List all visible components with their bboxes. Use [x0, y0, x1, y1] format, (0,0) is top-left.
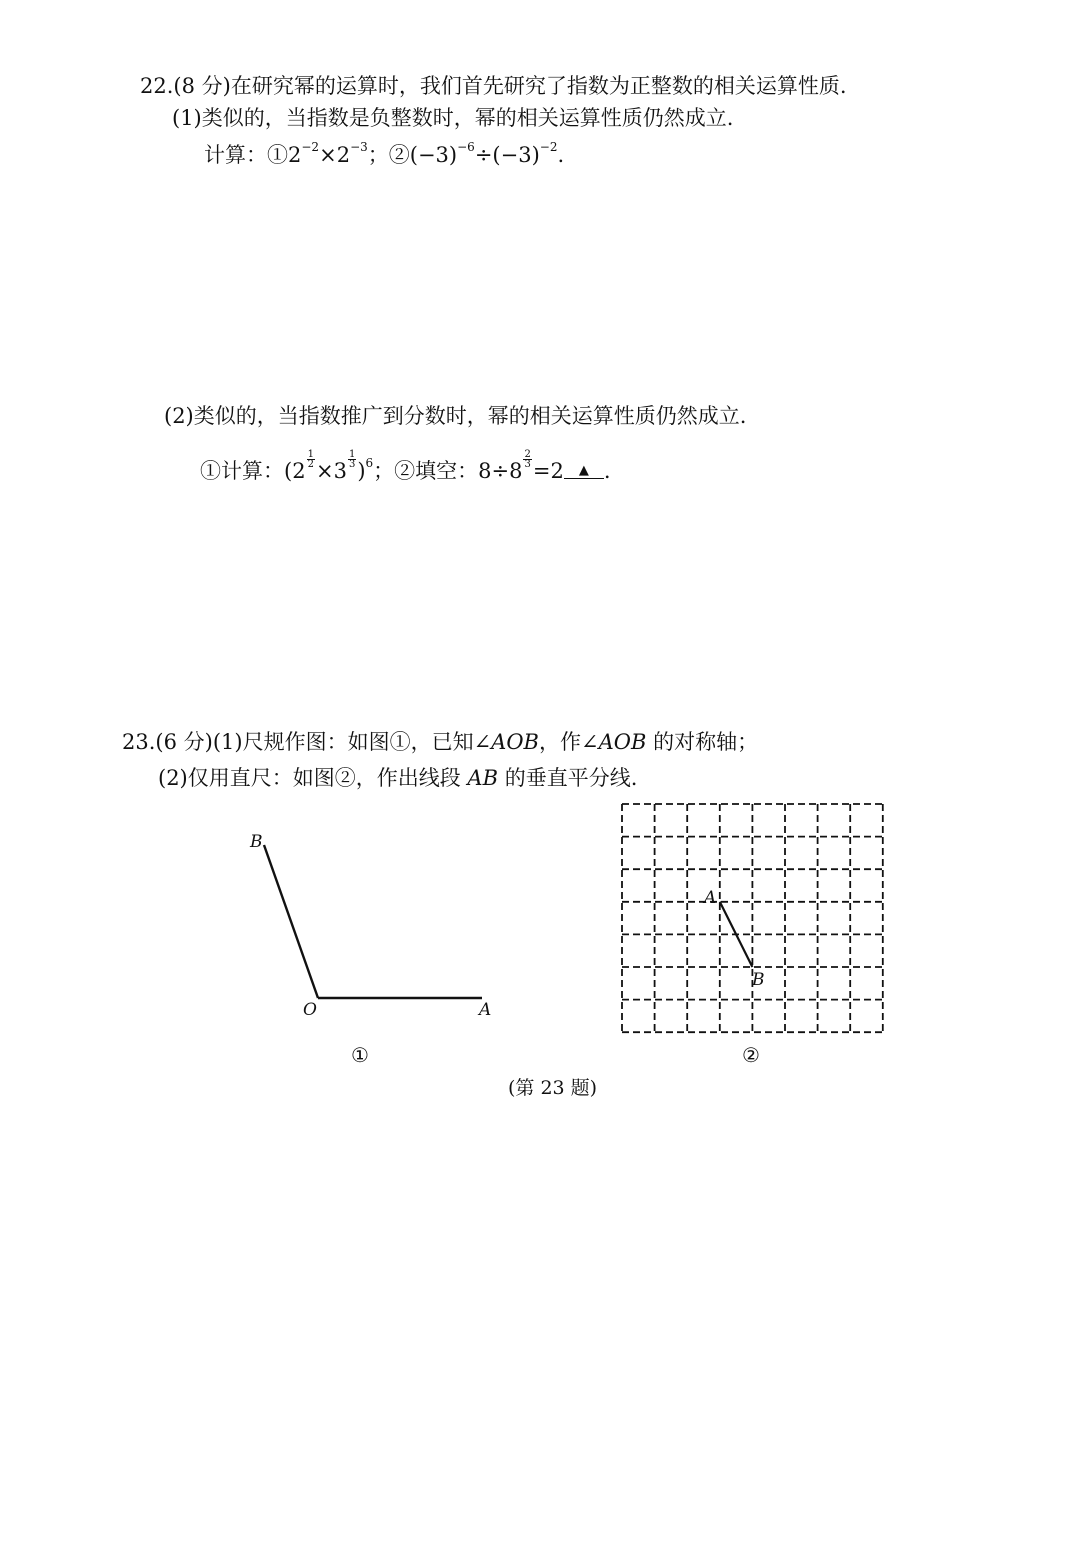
exponent-fraction: $\frac{2}{3}$: [524, 449, 531, 470]
q23-number: 23.: [122, 730, 156, 754]
q22-points: (8 分): [173, 74, 231, 98]
q23-points: (6 分): [155, 730, 213, 754]
q23-part1-line: 23.(6 分)(1)尺规作图：如图①，已知∠AOB，作∠AOB 的对称轴；: [122, 730, 759, 754]
dashed-grid: [622, 804, 883, 1032]
fig1-label-o: O: [303, 1000, 317, 1020]
figure-caption: (第 23 题): [508, 1077, 598, 1099]
q23-part2-line: (2)仅用直尺：如图②，作出线段 AB 的垂直平分线.: [158, 766, 638, 790]
answer-blank: ▲: [564, 464, 604, 479]
fig1-caption: ①: [351, 1043, 369, 1067]
q22-part2-intro: (2)类似的，当指数推广到分数时，幂的相关运算性质仍然成立.: [164, 404, 747, 428]
exponent-fraction: $\frac{1}{3}$: [348, 449, 356, 470]
fig2-label-a: A: [704, 888, 717, 908]
fig1-label-b: B: [250, 832, 263, 852]
q22-part2-calc: ①计算：(2 $\frac{1}{2}$ ×3 $\frac{1}{3}$ )$^6$；②填空：8÷8 $\frac{2}{3}$ =2 ▲ .: [200, 449, 611, 483]
q22-part1-calc: 计算：$①2^{-2}\times 2^{-3}$；$②(-3)^{-6}\div(-3)^{-2}$.: [204, 140, 565, 167]
fig2-label-b: B: [752, 970, 765, 990]
ray-ob: [264, 845, 318, 998]
q22-part1-intro: (1)类似的，当指数是负整数时，幂的相关运算性质仍然成立.: [172, 106, 734, 130]
q22-number: 22.: [140, 74, 174, 98]
q22-stem: 在研究幂的运算时，我们首先研究了指数为正整数的相关运算性质.: [230, 74, 847, 98]
fig2-caption: ②: [742, 1043, 760, 1067]
exponent-fraction: $\frac{1}{2}$: [307, 449, 314, 470]
fig1-label-a: A: [479, 1000, 492, 1020]
